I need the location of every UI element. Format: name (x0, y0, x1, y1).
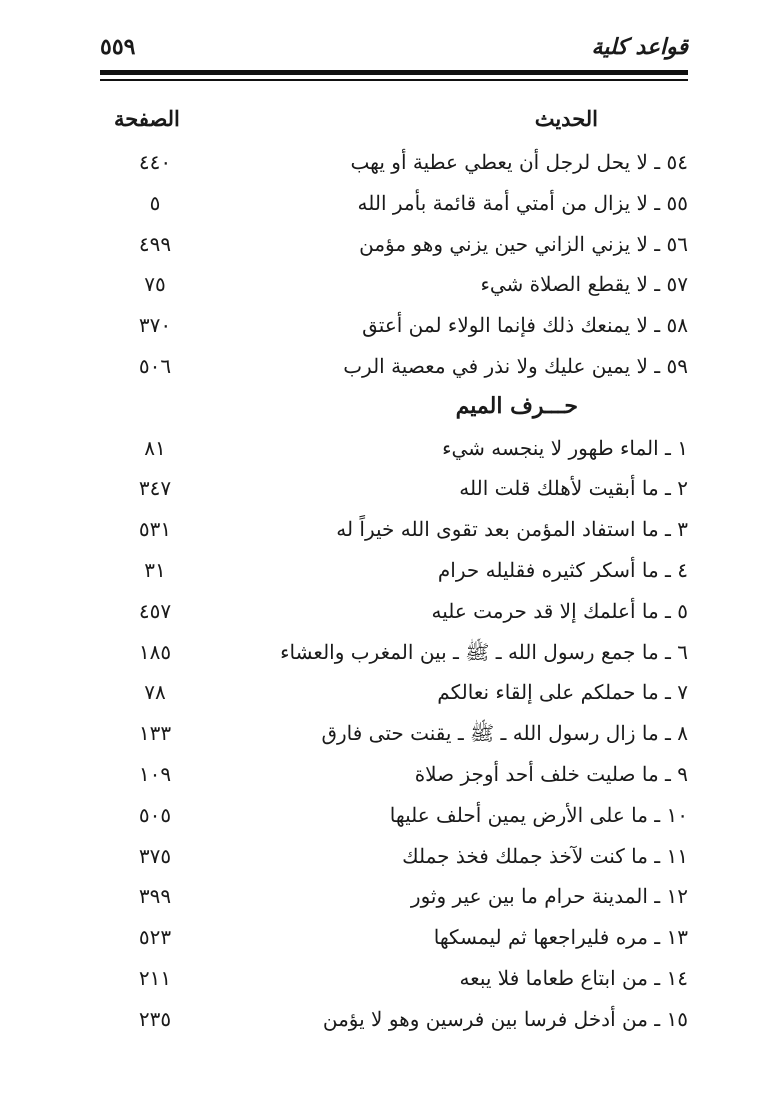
hadith-text: ١ ـ الماء طهور لا ينجسه شيء (442, 435, 688, 460)
table-row (100, 1001, 688, 1042)
section-title-meem: حـــرف الميم (455, 392, 578, 419)
table-row (100, 348, 688, 389)
hadith-text: ٤ ـ ما أسكر كثيره فقليله حرام (437, 557, 688, 582)
index-rows (100, 144, 688, 1042)
hadith-text: ١٠ ـ ما على الأرض يمين أحلف عليها (389, 802, 688, 827)
page-ref: ٤٥٧ (138, 598, 172, 623)
hadith-text: ٦ ـ ما جمع رسول الله ـ ﷺ ـ بين المغرب والعشاء (280, 639, 688, 664)
table-row (100, 674, 688, 715)
page-ref: ١٨٥ (138, 639, 172, 664)
hadith-text: ٥٨ ـ لا يمنعك ذلك فإنما الولاء لمن أعتق (362, 313, 688, 338)
header-rule-thick (100, 70, 688, 75)
table-row (100, 266, 688, 307)
hadith-text: ١١ ـ ما كنت لآخذ جملك فخذ جملك (402, 843, 688, 868)
page-ref: ٥ (149, 190, 161, 215)
page-number: ٥٥٩ (100, 34, 136, 60)
hadith-text: ٥٤ ـ لا يحل لرجل أن يعطي عطية أو يهب (350, 150, 688, 174)
table-row (100, 593, 688, 634)
table-row (100, 307, 688, 348)
header-rule-thin (100, 79, 688, 81)
hadith-text: ١٣ ـ مره فليراجعها ثم ليمسكها (433, 925, 688, 950)
table-row (100, 756, 688, 797)
table-row (100, 878, 688, 919)
hadith-text: ٢ ـ ما أبقيت لأهلك قلت الله (459, 476, 688, 501)
table-row (100, 185, 688, 226)
page-ref: ٣٧٠ (138, 313, 172, 338)
table-row (100, 838, 688, 879)
hadith-index-table (100, 98, 688, 1042)
table-row (100, 634, 688, 675)
column-header-hadith: الحديث (534, 106, 598, 131)
table-row (100, 144, 688, 185)
page-ref: ١٣٣ (138, 721, 172, 746)
hadith-text: ٥٧ ـ لا يقطع الصلاة شيء (480, 272, 688, 297)
page-header (100, 32, 688, 66)
hadith-text: ٣ ـ ما استفاد المؤمن بعد تقوى الله خيراً له (336, 517, 688, 542)
table-row (100, 226, 688, 267)
page-ref: ٤٩٩ (138, 231, 172, 256)
table-row (100, 960, 688, 1001)
page-ref: ٢٣٥ (138, 1006, 172, 1031)
column-header-page: الصفحة (114, 106, 180, 131)
page-ref: ٥٢٣ (138, 925, 172, 950)
table-row (100, 919, 688, 960)
table-row (100, 511, 688, 552)
page-ref: ٥٠٥ (138, 802, 172, 827)
book-title: قواعد كلية (591, 34, 688, 60)
page-ref: ٣٩٩ (138, 884, 172, 909)
hadith-text: ٩ ـ ما صليت خلف أحد أوجز صلاة (414, 761, 688, 786)
table-row (100, 715, 688, 756)
table-row (100, 470, 688, 511)
hadith-text: ١٤ ـ من ابتاع طعاما فلا يبعه (459, 965, 688, 990)
table-row (100, 430, 688, 471)
page-ref: ٢١١ (138, 965, 172, 990)
page-ref: ٥٣١ (138, 517, 172, 542)
table-row (100, 797, 688, 838)
page-ref: ٣١ (144, 557, 166, 582)
hadith-text: ٥٦ ـ لا يزني الزاني حين يزني وهو مؤمن (359, 231, 688, 256)
hadith-text: ٥٥ ـ لا يزال من أمتي أمة قائمة بأمر الله (357, 190, 688, 215)
page-ref: ٨١ (144, 435, 166, 460)
hadith-text: ١٢ ـ المدينة حرام ما بين عير وثور (410, 884, 688, 909)
section-heading-row (100, 389, 688, 430)
hadith-text: ١٥ ـ من أدخل فرسا بين فرسين وهو لا يؤمن (322, 1006, 688, 1031)
page-ref: ١٠٩ (138, 761, 172, 786)
hadith-text: ٥ ـ ما أعلمك إلا قد حرمت عليه (431, 598, 688, 623)
hadith-text: ٨ ـ ما زال رسول الله ـ ﷺ ـ يقنت حتى فارق (321, 721, 688, 746)
table-row (100, 552, 688, 593)
page-ref: ٤٤٠ (138, 150, 172, 174)
hadith-text: ٧ ـ ما حملكم على إلقاء نعالكم (437, 680, 688, 705)
hadith-text: ٥٩ ـ لا يمين عليك ولا نذر في معصية الرب (343, 353, 688, 378)
page-ref: ٣٤٧ (138, 476, 172, 501)
column-headers (100, 98, 688, 140)
page-ref: ٧٨ (144, 680, 166, 705)
page-ref: ٣٧٥ (138, 843, 172, 868)
page-ref: ٧٥ (144, 272, 166, 297)
page-ref: ٥٠٦ (138, 353, 172, 378)
